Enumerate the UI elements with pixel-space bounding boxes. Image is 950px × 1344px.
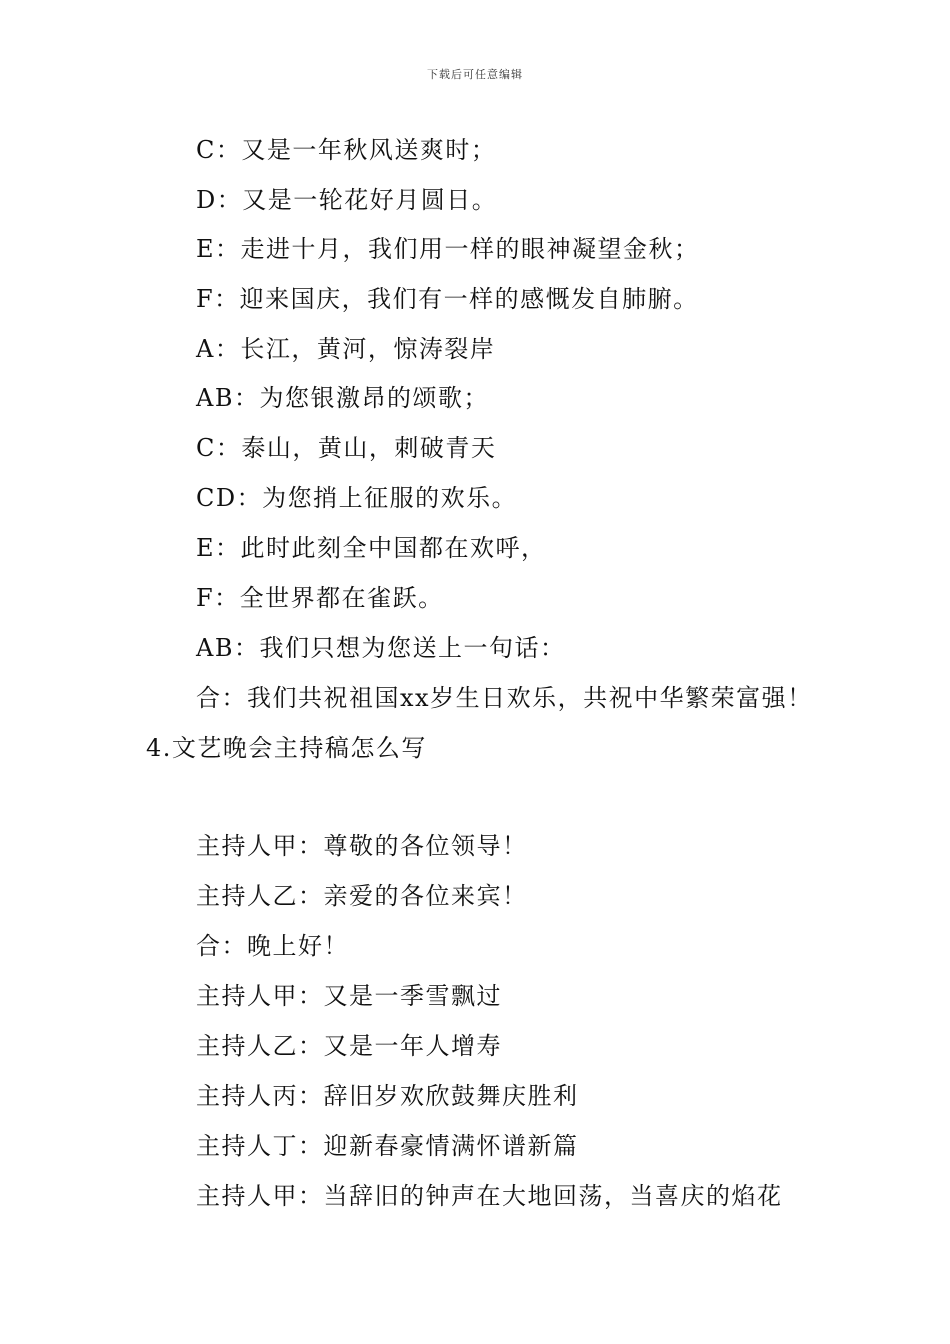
- dialogue-line: 主持人丁：迎新春豪情满怀谱新篇: [196, 1132, 579, 1160]
- dialogue-line: 主持人乙：又是一年人增寿: [196, 1032, 502, 1060]
- dialogue-line: 合：晚上好！: [196, 932, 349, 960]
- dialogue-line: C：泰山，黄山，刺破青天: [196, 434, 497, 462]
- dialogue-line: 主持人甲：当辞旧的钟声在大地回荡，当喜庆的焰花: [196, 1182, 783, 1210]
- section-heading: 4.文艺晚会主持稿怎么写: [146, 734, 427, 762]
- dialogue-line: AB：为您银激昂的颂歌；: [196, 384, 489, 412]
- dialogue-line: 主持人甲：尊敬的各位领导！: [196, 832, 528, 860]
- dialogue-line: F：迎来国庆，我们有一样的感慨发自肺腑。: [196, 285, 699, 313]
- dialogue-line: F：全世界都在雀跃。: [196, 584, 444, 612]
- dialogue-line: AB：我们只想为您送上一句话：: [196, 634, 566, 662]
- dialogue-line: E：此时此刻全中国都在欢呼，: [196, 534, 547, 562]
- dialogue-line: 合：我们共祝祖国xx岁生日欢乐，共祝中华繁荣富强！: [196, 684, 813, 712]
- dialogue-line: 主持人甲：又是一季雪飘过: [196, 982, 502, 1010]
- dialogue-line: CD：为您捎上征服的欢乐。: [196, 484, 518, 512]
- dialogue-line: E：走进十月，我们用一样的眼神凝望金秋；: [196, 235, 700, 263]
- dialogue-line: 主持人丙：辞旧岁欢欣鼓舞庆胜利: [196, 1082, 579, 1110]
- dialogue-line: C：又是一年秋风送爽时；: [196, 136, 497, 164]
- dialogue-line: 主持人乙：亲爱的各位来宾！: [196, 882, 528, 910]
- dialogue-line: D：又是一轮花好月圆日。: [196, 186, 498, 214]
- dialogue-line: A：长江，黄河，惊涛裂岸: [196, 335, 496, 363]
- page-header-note: 下载后可任意编辑: [427, 68, 523, 81]
